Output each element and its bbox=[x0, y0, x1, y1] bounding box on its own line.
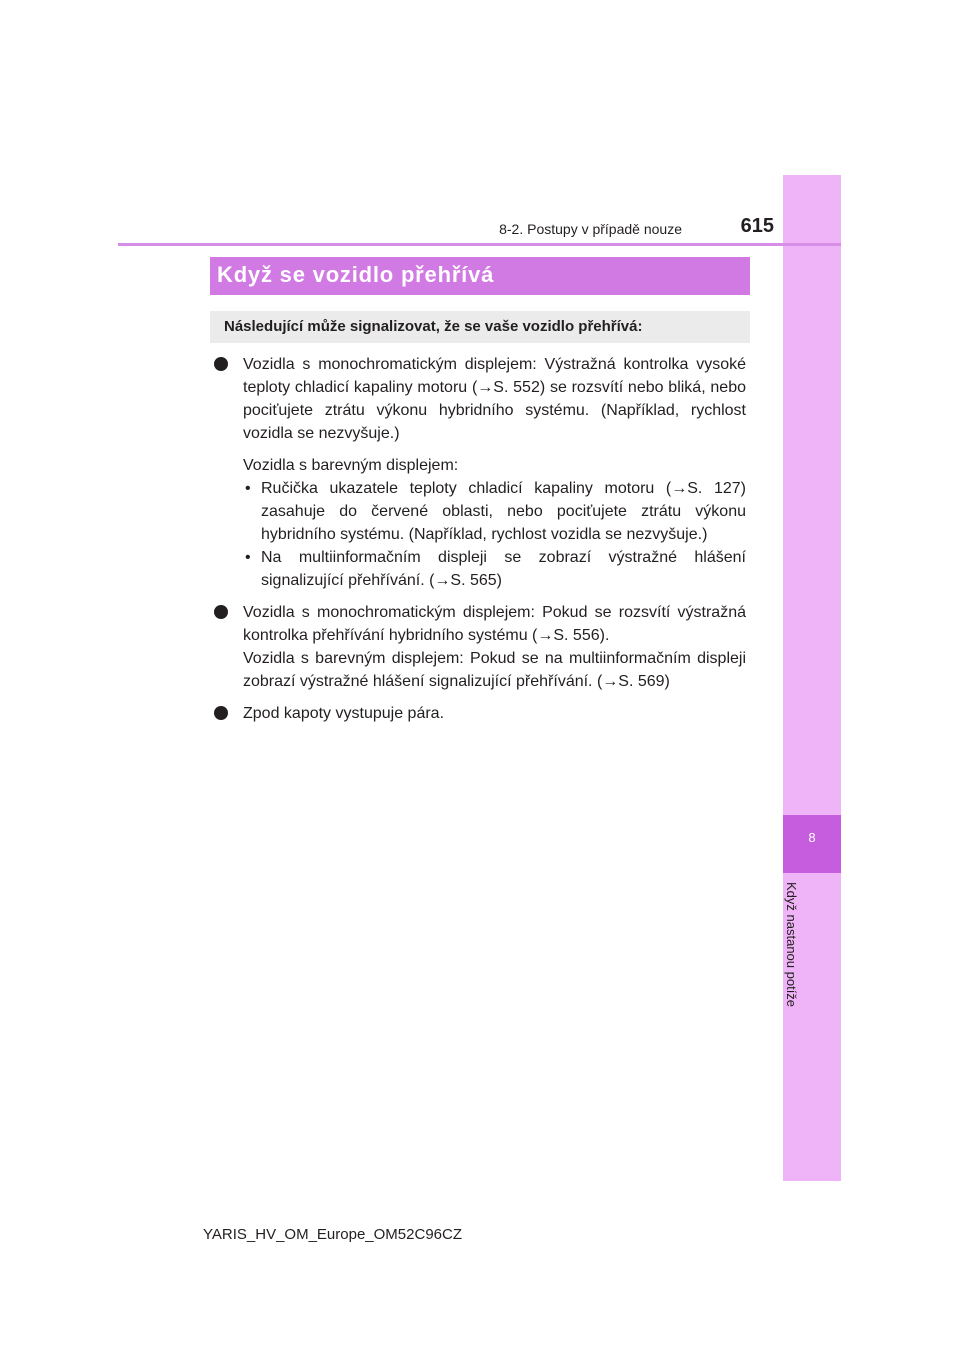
page-number: 615 bbox=[740, 215, 774, 237]
sub-bullet-icon: • bbox=[245, 480, 251, 497]
bullet-icon bbox=[214, 605, 228, 619]
page-title: Když se vozidlo přehřívá bbox=[217, 262, 495, 287]
header-rule bbox=[118, 243, 841, 246]
item-text: Vozidla s monochromatickým displejem: Výstražná kontrolka vysoké teploty chladicí kapaliny motoru (→S. 552) se rozsvítí nebo bliká, nebo pociťujete ztrátu výkonu hybridního systému. (Například, rychlost vozidla se nezvyšuje.) bbox=[243, 356, 746, 442]
content bbox=[214, 353, 746, 734]
sub-item-text: Ručička ukazatele teploty chladicí kapaliny motoru (→S. 127) zasahuje do červené oblasti, nebo pociťujete ztrátu výkonu hybridního systému. (Například, rychlost vozidla se nezvyšuje.) bbox=[261, 480, 746, 543]
sub-list-item bbox=[243, 546, 746, 592]
item-sub-intro: Vozidla s barevným displejem: bbox=[243, 457, 459, 474]
chapter-title: Když nastanou potíže bbox=[784, 882, 799, 1008]
sub-list-item bbox=[243, 477, 746, 546]
sub-bullet-icon: • bbox=[245, 549, 251, 566]
document-code: YARIS_HV_OM_Europe_OM52C96CZ bbox=[203, 1226, 462, 1243]
item-text-2: Vozidla s barevným displejem: Pokud se na multiinformačním displeji zobrazí výstražné hlášení signalizující přehřívání. (→S. 569) bbox=[243, 650, 746, 690]
chapter-side-tab bbox=[783, 175, 841, 1181]
subheading: Následující může signalizovat, že se vaše vozidlo přehřívá: bbox=[224, 318, 643, 335]
list-item bbox=[214, 702, 746, 725]
sub-item-text: Na multiinformačním displeji se zobrazí výstražné hlášení signalizující přehřívání. (→S. 565) bbox=[261, 549, 746, 589]
list-item bbox=[214, 353, 746, 592]
item-text: Vozidla s monochromatickým displejem: Pokud se rozsvítí výstražná kontrolka přehřívání hybridního systému (→S. 556). bbox=[243, 604, 746, 644]
bullet-icon bbox=[214, 706, 228, 720]
item-text: Zpod kapoty vystupuje pára. bbox=[243, 705, 445, 722]
list-item bbox=[214, 601, 746, 693]
bullet-icon bbox=[214, 357, 228, 371]
section-label: 8-2. Postupy v případě nouze bbox=[499, 221, 682, 237]
chapter-number: 8 bbox=[808, 830, 816, 845]
